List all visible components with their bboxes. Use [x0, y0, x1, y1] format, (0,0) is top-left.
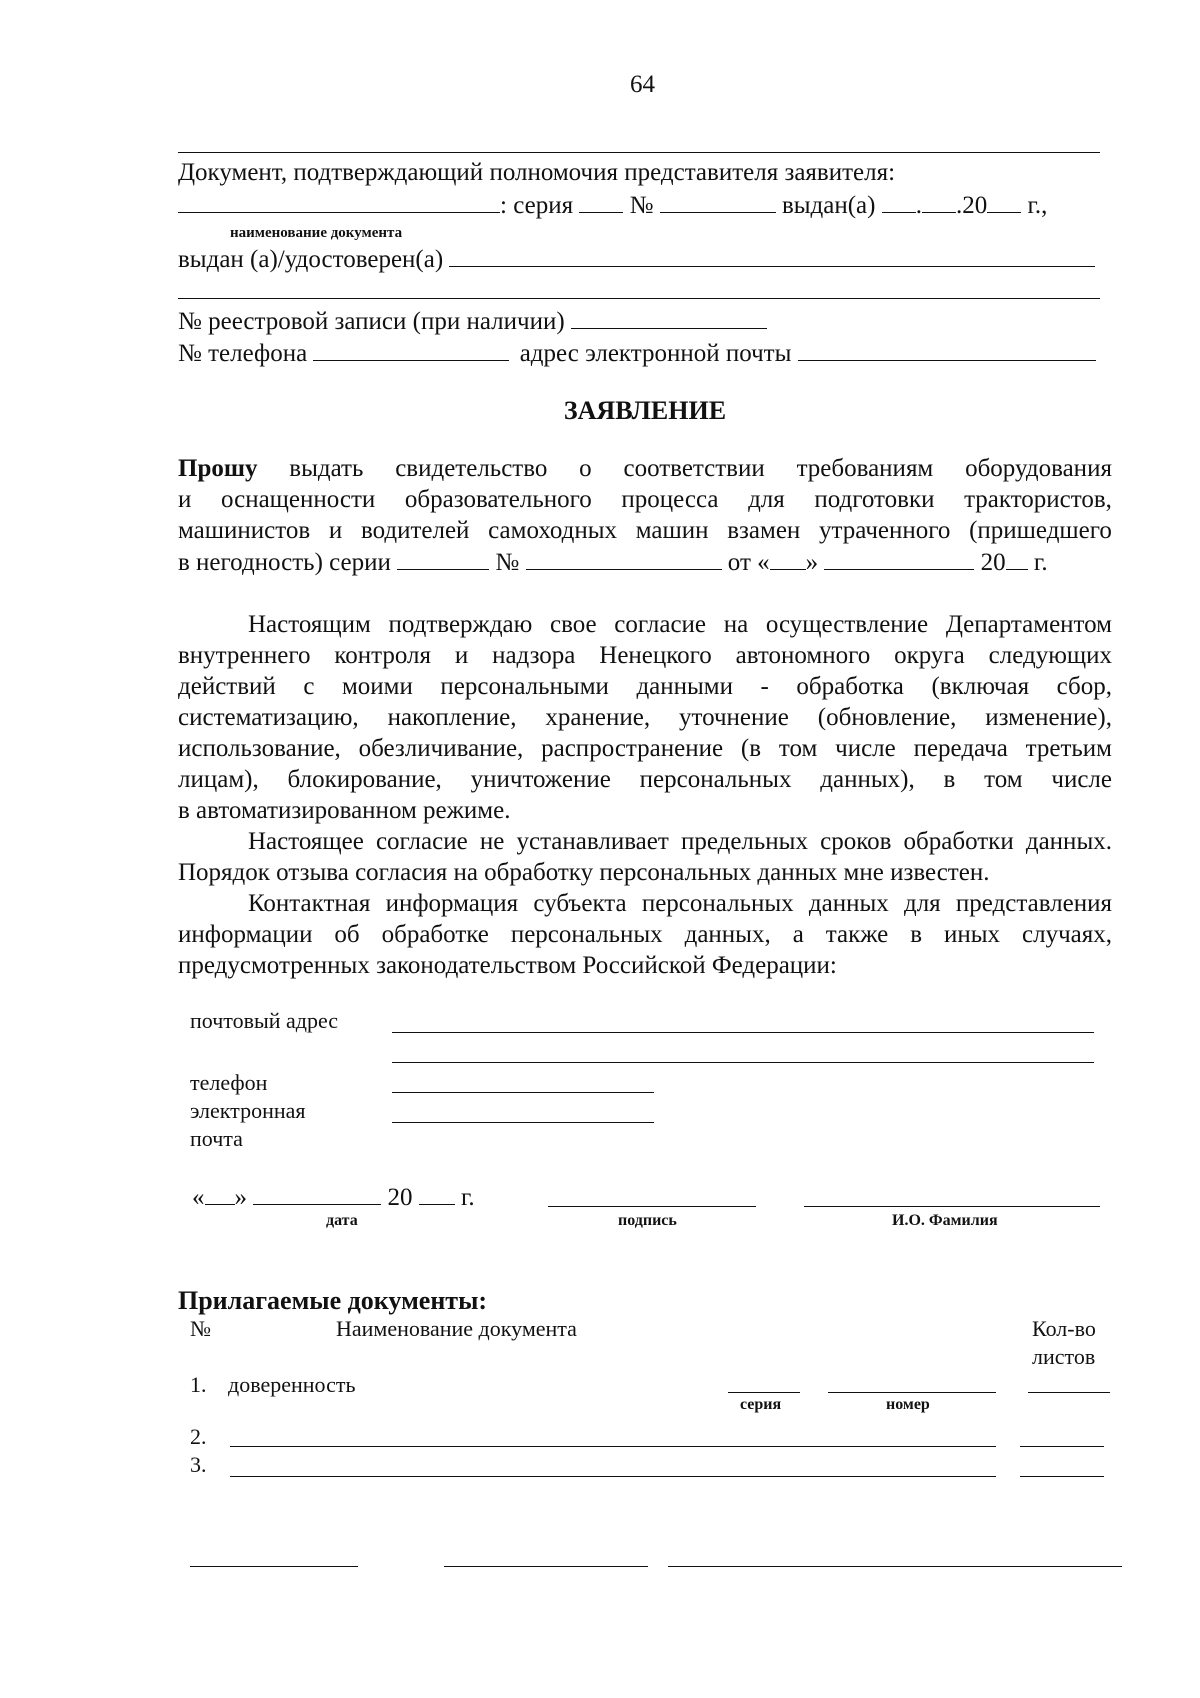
certificate-day-field[interactable]: [770, 547, 806, 570]
consent-p1-line-5: использование, обезличивание, распространение (в том числе передача третьим: [178, 735, 1112, 762]
attachment-row-2-name-field[interactable]: [230, 1446, 996, 1447]
attachments-col-pages-2: листов: [1032, 1344, 1096, 1369]
doc-name-caption: наименование документа: [230, 225, 403, 241]
attachment-row-1-number: 1.: [190, 1372, 207, 1397]
sign-year-field[interactable]: [419, 1182, 455, 1205]
attachment-row-2-pages-field[interactable]: [1020, 1446, 1104, 1447]
certificate-year-field[interactable]: [1006, 547, 1028, 570]
doc-number-field[interactable]: [660, 190, 776, 213]
doc-day-field[interactable]: [882, 190, 916, 213]
request-line-1: Прошу выдать свидетельство о соответствии требованиям оборудования: [178, 455, 1112, 482]
issued-by-field[interactable]: [449, 244, 1095, 267]
sign-day-field[interactable]: [205, 1182, 235, 1205]
name-caption: И.О. Фамилия: [892, 1212, 998, 1229]
certificate-number-field[interactable]: [526, 547, 722, 570]
contact-phone-field[interactable]: [392, 1092, 654, 1093]
postal-label: почтовый адрес: [190, 1008, 339, 1033]
email-label-1: электронная: [190, 1098, 306, 1123]
contact-line: № телефона адрес электронной почты: [178, 338, 1096, 369]
attachment-row-3-name-field[interactable]: [230, 1476, 996, 1477]
consent-p3-line-3: предусмотренных законодательством Российской Федерации:: [178, 952, 837, 979]
sign-date-line: « » 20 г.: [192, 1184, 475, 1211]
consent-p2-line-1: Настоящее согласие не устанавливает предельных сроков обработки данных.: [248, 828, 1112, 855]
attachments-col-name: Наименование документа: [336, 1316, 577, 1341]
consent-p3-line-2: информации об обработке персональных данных, а также в иных случаях,: [178, 921, 1112, 948]
attachment-series-field[interactable]: [728, 1392, 800, 1393]
sign-month-field[interactable]: [253, 1182, 381, 1205]
phone-field[interactable]: [313, 338, 509, 361]
issued-by-second-line[interactable]: [178, 298, 1100, 299]
attachment-row-1-name: доверенность: [228, 1372, 356, 1397]
attachment-row-3-number: 3.: [190, 1452, 207, 1477]
doc-year-field[interactable]: [987, 190, 1021, 213]
issued-by-line: выдан (а)/удостоверен(а): [178, 244, 1095, 275]
request-line-4: в негодность) серии № от « » 20 г.: [178, 549, 1048, 576]
page-number: 64: [630, 71, 655, 98]
number-caption: номер: [886, 1396, 930, 1413]
representative-title: Документ, подтверждающий полномочия представителя заявителя:: [178, 159, 896, 186]
series-caption: серия: [740, 1396, 782, 1413]
certificate-month-field[interactable]: [824, 547, 974, 570]
representative-doc-line: : серия № выдан(а) . .20 г.,: [178, 190, 1047, 221]
attachments-title: Прилагаемые документы:: [178, 1286, 488, 1315]
consent-p3-line-1: Контактная информация субъекта персональных данных для представления: [248, 890, 1112, 917]
attachment-number-field[interactable]: [828, 1392, 996, 1393]
consent-p2-line-2: Порядок отзыва согласия на обработку персональных данных мне известен.: [178, 859, 990, 886]
attachment-row-2-number: 2.: [190, 1424, 207, 1449]
statement-heading: ЗАЯВЛЕНИЕ: [563, 396, 727, 425]
doc-name-field[interactable]: [178, 190, 500, 213]
consent-p1-line-1: Настоящим подтверждаю свое согласие на осуществление Департаментом: [248, 611, 1112, 638]
email-label-2: почта: [190, 1126, 243, 1151]
date-caption: дата: [326, 1212, 358, 1229]
consent-p1-line-4: систематизацию, накопление, хранение, уточнение (обновление, изменение),: [178, 704, 1112, 731]
signature-caption: подпись: [618, 1212, 677, 1229]
registry-line: № реестровой записи (при наличии): [178, 306, 767, 337]
top-rule: [178, 152, 1100, 153]
signature-field[interactable]: [548, 1206, 756, 1207]
phone-label: телефон: [190, 1070, 268, 1095]
certificate-series-field[interactable]: [397, 547, 489, 570]
consent-p1-line-2: внутреннего контроля и надзора Ненецкого автономного округа следующих: [178, 642, 1112, 669]
full-name-field[interactable]: [804, 1206, 1100, 1207]
postal-field-2[interactable]: [392, 1062, 1094, 1063]
attachments-col-number: №: [190, 1316, 211, 1341]
contact-email-field[interactable]: [392, 1122, 654, 1123]
attachment-row-1-pages-field[interactable]: [1028, 1392, 1110, 1393]
consent-p1-line-7: в автоматизированном режиме.: [178, 797, 511, 824]
request-line-2: и оснащенности образовательного процесса для подготовки трактористов,: [178, 486, 1112, 513]
bottom-field-3[interactable]: [668, 1566, 1122, 1567]
attachment-row-3-pages-field[interactable]: [1020, 1476, 1104, 1477]
bottom-field-2[interactable]: [444, 1566, 648, 1567]
bottom-field-1[interactable]: [190, 1566, 358, 1567]
email-field[interactable]: [798, 338, 1096, 361]
doc-month-field[interactable]: [922, 190, 956, 213]
request-line-3: машинистов и водителей самоходных машин взамен утраченного (пришедшего: [178, 517, 1112, 544]
doc-series-field[interactable]: [579, 190, 623, 213]
registry-field[interactable]: [571, 306, 767, 329]
postal-field-1[interactable]: [392, 1032, 1094, 1033]
consent-p1-line-6: лицам), блокирование, уничтожение персональных данных), в том числе: [178, 766, 1112, 793]
consent-p1-line-3: действий с моими персональными данными - обработка (включая сбор,: [178, 673, 1112, 700]
attachments-col-pages-1: Кол-во: [1032, 1316, 1096, 1341]
